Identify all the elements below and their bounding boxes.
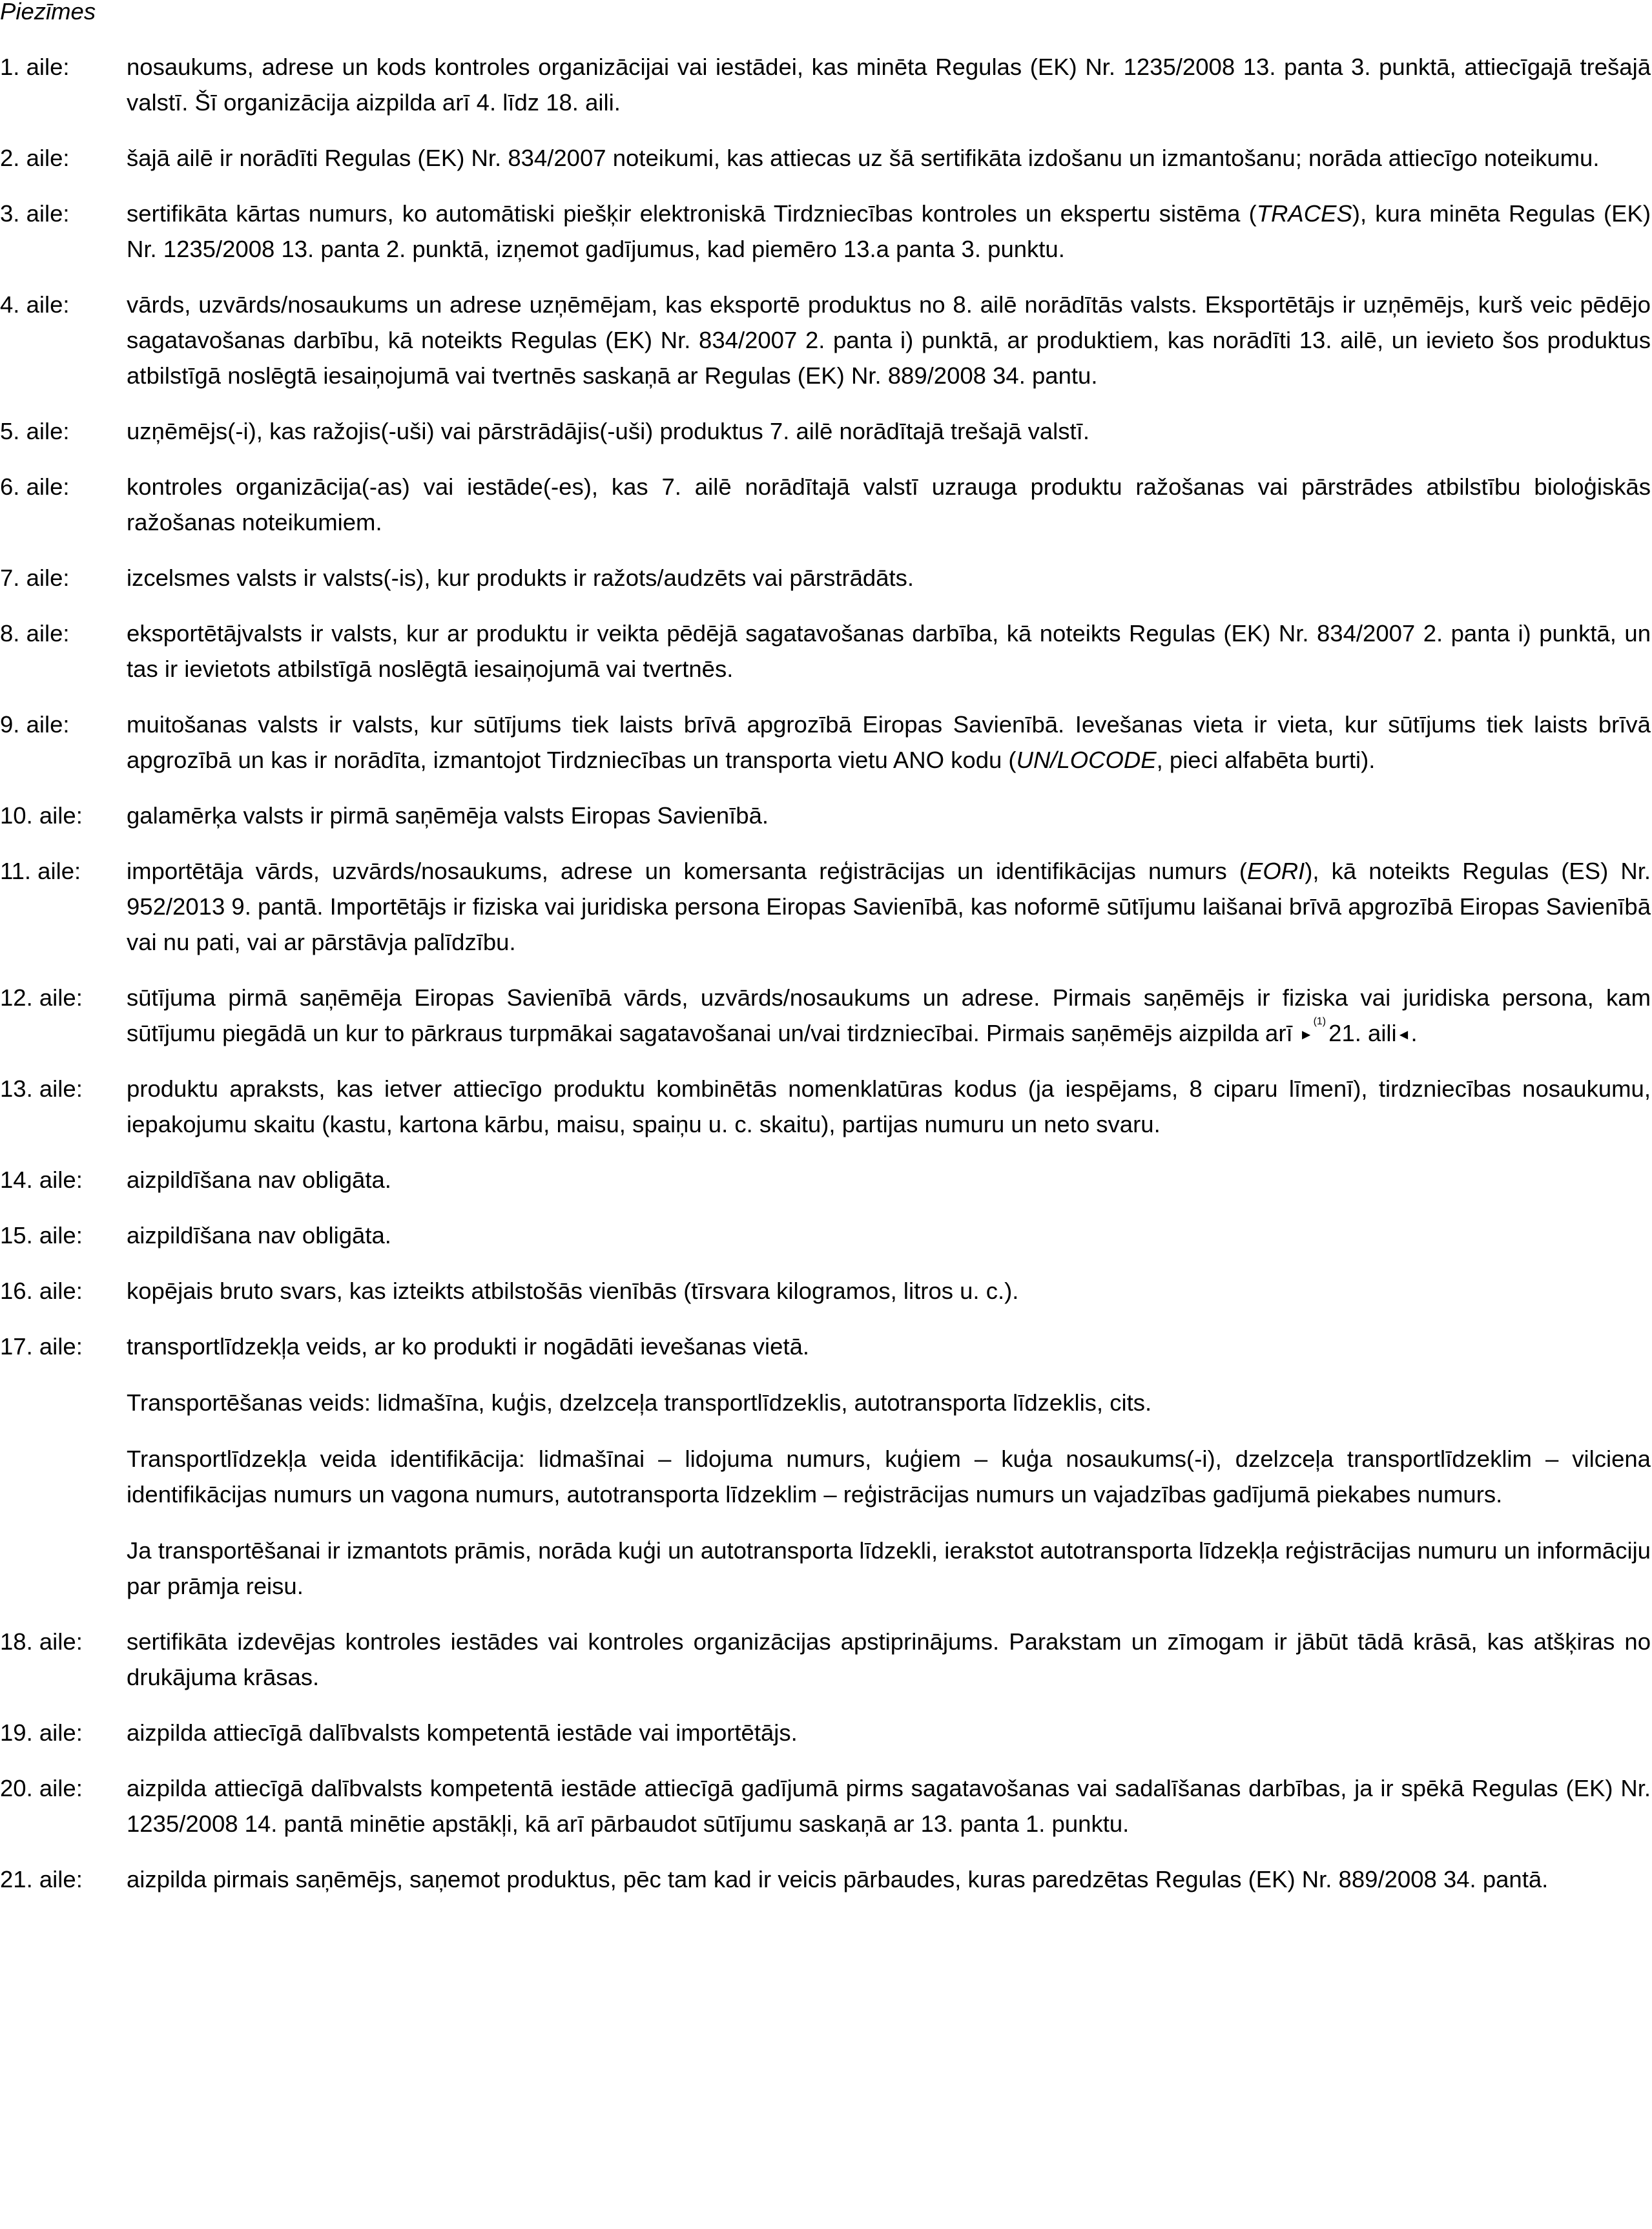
text-run: galamērķa valsts ir pirmā saņēmēja valsts Eiropas Savienībā. xyxy=(127,802,769,829)
note-item xyxy=(0,798,1651,833)
italic-term: EORI xyxy=(1246,858,1305,884)
text-run: sūtījuma pirmā saņēmēja Eiropas Savienībā vārds, uzvārds/nosaukums un adrese. Pirmais saņēmējs ir fiziska vai juridiska persona, kam sūtījumu piegādā un kur to pārkraus turpmākai sagatavošanai un/vai tirdzniecībai. Pirmais saņēmējs aizpilda arī xyxy=(127,984,1651,1046)
note-item xyxy=(0,1273,1651,1309)
text-run: nosaukums, adrese un kods kontroles organizācijai vai iestādei, kas minēta Regulas (EK) Nr. 1235/2008 13. panta 3. punktā, attiecīgajā trešajā valstī. Šī organizācija aizpilda arī 4. līdz 18. aili. xyxy=(127,54,1651,116)
text-run: produktu apraksts, kas ietver attiecīgo produktu kombinētās nomenklatūras kodus (ja iespējams, 8 ciparu līmenī), tirdzniecības nosaukumu, iepakojumu skaitu (kastu, kartona kārbu, maisu, spaiņu u. c. skaitu), partijas numuru un neto svaru. xyxy=(127,1075,1651,1137)
note-label: 10. aile: xyxy=(0,802,83,829)
note-paragraph xyxy=(127,1624,1651,1695)
note-label: 7. aile: xyxy=(0,565,70,591)
note-label: 5. aile: xyxy=(0,418,70,444)
note-body xyxy=(127,1273,1651,1309)
note-paragraph xyxy=(127,853,1651,960)
note-label: 2. aile: xyxy=(0,145,70,171)
note-label: 21. aile: xyxy=(0,1866,83,1892)
note-body xyxy=(127,140,1651,176)
note-item xyxy=(0,1071,1651,1142)
note-paragraph xyxy=(127,980,1651,1051)
text-run: vārds, uzvārds/nosaukums un adrese uzņēmējam, kas eksportē produktus no 8. ailē norādītās valsts. Eksportētājs ir uzņēmējs, kurš veic pēdējo sagatavošanas darbību, kā noteikts Regulas (EK) Nr. 834/2007 2. panta i) punktā, ar produktiem, kas norādīti 13. ailē, un ievieto šos produktus atbilstīgā noslēgtā iesaiņojumā vai tvertnēs saskaņā ar Regulas (EK) Nr. 889/2008 34. pantu. xyxy=(127,291,1651,389)
note-paragraph xyxy=(127,1715,1651,1750)
text-run: 21. aili xyxy=(1328,1020,1397,1046)
note-label: 14. aile: xyxy=(0,1166,83,1193)
text-run: ), kā noteikts Regulas (ES) Nr. 952/2013 9. pantā. Importētājs ir fiziska vai juridiska persona Eiropas Savienībā, kas noformē sūtījumu laišanai brīvā apgrozībā Eiropas Savienībā vai nu pati, vai ar pārstāvja palīdzību. xyxy=(127,858,1651,955)
note-label: 16. aile: xyxy=(0,1278,83,1304)
note-paragraph xyxy=(127,196,1651,267)
text-run: . xyxy=(1410,1020,1418,1046)
note-paragraph xyxy=(127,1533,1651,1604)
italic-term: UN/LOCODE xyxy=(1016,747,1157,773)
note-label: 9. aile: xyxy=(0,711,70,738)
note-item xyxy=(0,469,1651,540)
text-run: eksportētājvalsts ir valsts, kur ar produktu ir veikta pēdējā sagatavošanas darbība, kā noteikts Regulas (EK) Nr. 834/2007 2. panta i) punktā, un tas ir ievietots atbilstīgā noslēgtā iesaiņojumā vai tvertnēs. xyxy=(127,620,1651,682)
text-run: kontroles organizācija(-as) vai iestāde(-es), kas 7. ailē norādītajā valstī uzrauga produktu ražošanas vai pārstrādes atbilstību bioloģiskās ražošanas noteikumiem. xyxy=(127,473,1651,535)
note-label: 1. aile: xyxy=(0,54,70,80)
note-item xyxy=(0,287,1651,393)
notes-list xyxy=(0,49,1651,1917)
note-label: 6. aile: xyxy=(0,473,70,500)
note-paragraph xyxy=(127,413,1651,449)
note-body xyxy=(127,1071,1651,1142)
note-paragraph xyxy=(127,1441,1651,1512)
note-item xyxy=(0,1624,1651,1695)
note-paragraph xyxy=(127,560,1651,596)
text-run: aizpildīšana nav obligāta. xyxy=(127,1222,391,1249)
note-paragraph xyxy=(127,616,1651,687)
note-item xyxy=(0,1162,1651,1197)
note-label: 12. aile: xyxy=(0,984,83,1011)
amendment-reference: (1) xyxy=(1313,1016,1327,1027)
amendment-marker-icon: ◄ xyxy=(1396,1026,1411,1043)
text-run: Transportēšanas veids: lidmašīna, kuģis, dzelzceļa transportlīdzeklis, autotransporta līdzeklis, cits. xyxy=(127,1389,1152,1416)
italic-term: TRACES xyxy=(1256,200,1352,227)
note-paragraph xyxy=(127,1385,1651,1420)
note-item xyxy=(0,980,1651,1051)
note-label: 15. aile: xyxy=(0,1222,83,1249)
text-run: uzņēmējs(-i), kas ražojis(-uši) vai pārstrādājis(-uši) produktus 7. ailē norādītajā trešajā valstī. xyxy=(127,418,1089,444)
note-body xyxy=(127,560,1651,596)
text-run: sertifikāta izdevējas kontroles iestādes vai kontroles organizācijas apstiprinājums. Parakstam un zīmogam ir jābūt tādā krāsā, kas atšķiras no drukājuma krāsas. xyxy=(127,1628,1651,1690)
note-body xyxy=(127,1624,1651,1695)
note-body xyxy=(127,1715,1651,1750)
note-body xyxy=(127,1329,1651,1604)
text-run: kopējais bruto svars, kas izteikts atbilstošās vienībās (tīrsvara kilogramos, litros u. c.). xyxy=(127,1278,1019,1304)
note-label: 8. aile: xyxy=(0,620,70,647)
note-item xyxy=(0,49,1651,120)
note-body xyxy=(127,413,1651,449)
note-item xyxy=(0,1861,1651,1897)
text-run: aizpilda pirmais saņēmējs, saņemot produktus, pēc tam kad ir veicis pārbaudes, kuras paredzētas Regulas (EK) Nr. 889/2008 34. pantā. xyxy=(127,1866,1549,1892)
page-heading: Piezīmes xyxy=(0,0,96,25)
text-run: Ja transportēšanai ir izmantots prāmis, norāda kuģi un autotransporta līdzekli, ierakstot autotransporta līdzekļa reģistrācijas numuru un informāciju par prāmja reisu. xyxy=(127,1537,1651,1599)
text-run: izcelsmes valsts ir valsts(-is), kur produkts ir ražots/audzēts vai pārstrādāts. xyxy=(127,565,914,591)
text-run: aizpilda attiecīgā dalībvalsts kompetentā iestāde vai importētājs. xyxy=(127,1719,798,1746)
note-paragraph xyxy=(127,1071,1651,1142)
text-run: Transportlīdzekļa veida identifikācija: lidmašīnai – lidojuma numurs, kuģiem – kuģa nosaukums(-i), dzelzceļa transportlīdzeklim – vilciena identifikācijas numurs un vagona numurs, autotransporta līdzeklim – reģistrācijas numurs un vajadzības gadījumā piekabes numurs. xyxy=(127,1446,1651,1508)
note-label: 11. aile: xyxy=(0,858,81,884)
text-run: šajā ailē ir norādīti Regulas (EK) Nr. 834/2007 noteikumi, kas attiecas uz šā sertifikāta izdošanu un izmantošanu; norāda attiecīgo noteikumu. xyxy=(127,145,1600,171)
text-run: transportlīdzekļa veids, ar ko produkti ir nogādāti ievešanas vietā. xyxy=(127,1333,810,1360)
note-paragraph xyxy=(127,798,1651,833)
note-body xyxy=(127,707,1651,778)
text-run: aizpildīšana nav obligāta. xyxy=(127,1166,391,1193)
note-paragraph xyxy=(127,469,1651,540)
note-item xyxy=(0,140,1651,176)
note-paragraph xyxy=(127,1861,1651,1897)
text-run: ), kura minēta Regulas (EK) Nr. 1235/2008 13. panta 2. punktā, izņemot gadījumus, kad piemēro 13.a panta 3. punktu. xyxy=(127,200,1651,262)
note-paragraph xyxy=(127,1329,1651,1364)
note-paragraph xyxy=(127,287,1651,393)
note-item xyxy=(0,1329,1651,1604)
note-body xyxy=(127,853,1651,960)
note-paragraph xyxy=(127,1770,1651,1841)
note-paragraph xyxy=(127,1218,1651,1253)
note-body xyxy=(127,1162,1651,1197)
note-item xyxy=(0,853,1651,960)
note-body xyxy=(127,49,1651,120)
note-body xyxy=(127,616,1651,687)
note-item xyxy=(0,560,1651,596)
note-label: 4. aile: xyxy=(0,291,70,318)
note-body xyxy=(127,1770,1651,1841)
note-item xyxy=(0,1218,1651,1253)
text-run: importētāja vārds, uzvārds/nosaukums, adrese un komersanta reģistrācijas un identifikācijas numurs ( xyxy=(127,858,1247,884)
note-body xyxy=(127,1861,1651,1897)
note-label: 13. aile: xyxy=(0,1075,83,1102)
note-label: 18. aile: xyxy=(0,1628,83,1655)
note-body xyxy=(127,469,1651,540)
text-run: , pieci alfabēta burti). xyxy=(1156,747,1376,773)
note-item xyxy=(0,1770,1651,1841)
note-paragraph xyxy=(127,707,1651,778)
note-body xyxy=(127,287,1651,393)
text-run: sertifikāta kārtas numurs, ko automātiski piešķir elektroniskā Tirdzniecības kontroles un ekspertu sistēma ( xyxy=(127,200,1257,227)
note-body xyxy=(127,1218,1651,1253)
note-body xyxy=(127,798,1651,833)
note-label: 3. aile: xyxy=(0,200,70,227)
note-item xyxy=(0,1715,1651,1750)
note-body xyxy=(127,980,1651,1051)
text-run: muitošanas valsts ir valsts, kur sūtījums tiek laists brīvā apgrozībā Eiropas Savienībā. Ievešanas vieta ir vieta, kur sūtījums tiek laists brīvā apgrozībā un kas ir norādīta, izmantojot Tirdzniecības un transporta vietu ANO kodu ( xyxy=(127,711,1651,773)
amendment-marker-icon: ► xyxy=(1299,1026,1314,1043)
note-item xyxy=(0,616,1651,687)
note-paragraph xyxy=(127,49,1651,120)
note-paragraph xyxy=(127,140,1651,176)
note-paragraph xyxy=(127,1162,1651,1197)
note-label: 19. aile: xyxy=(0,1719,83,1746)
text-run: aizpilda attiecīgā dalībvalsts kompetentā iestāde attiecīgā gadījumā pirms sagatavošanas vai sadalīšanas darbības, ja ir spēkā Regulas (EK) Nr. 1235/2008 14. pantā minētie apstākļi, kā arī pārbaudot sūtījumu saskaņā ar 13. panta 1. punktu. xyxy=(127,1775,1651,1837)
note-item xyxy=(0,196,1651,267)
note-item xyxy=(0,707,1651,778)
note-item xyxy=(0,413,1651,449)
note-label: 20. aile: xyxy=(0,1775,83,1801)
note-label: 17. aile: xyxy=(0,1333,83,1360)
note-body xyxy=(127,196,1651,267)
note-paragraph xyxy=(127,1273,1651,1309)
